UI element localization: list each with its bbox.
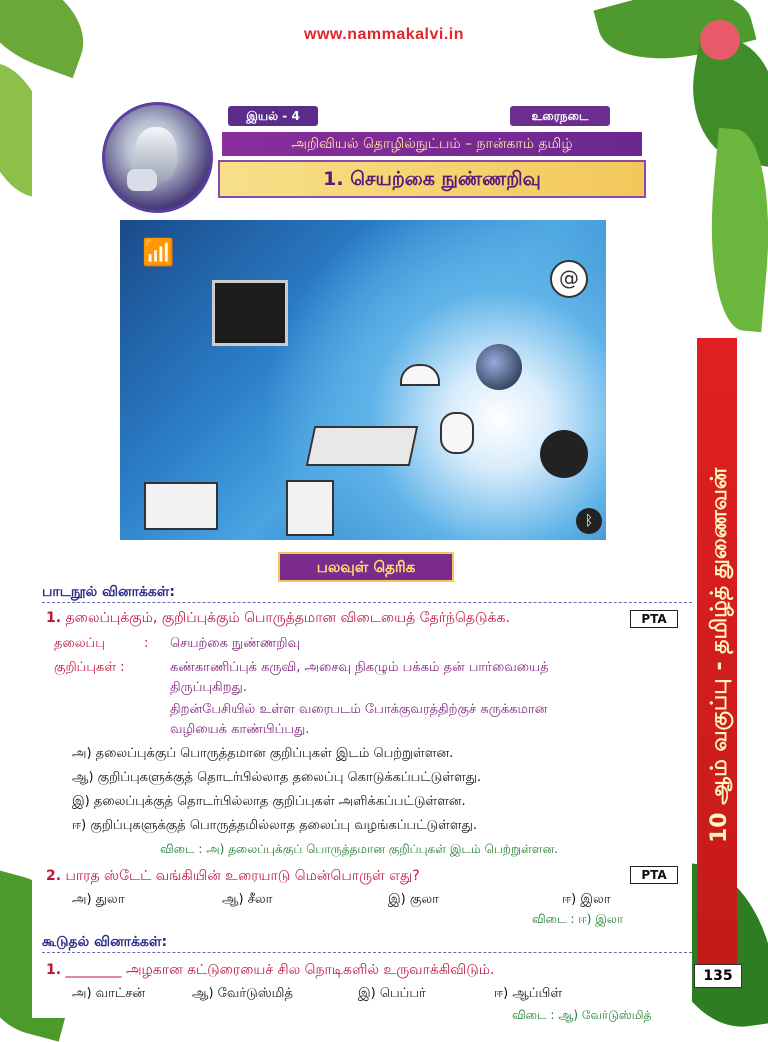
option-c[interactable]: இ) குலா — [388, 892, 439, 907]
note-2-line-1: திறன்பேசியில் உள்ள வரைபடம் போக்குவரத்திற்குச் சுருக்கமான — [170, 702, 548, 717]
option-b[interactable]: ஆ) வேர்டுஸ்மித் — [192, 986, 293, 1001]
page-content — [32, 88, 692, 1022]
question-2 — [46, 868, 420, 886]
umbrella-icon — [400, 364, 440, 386]
bluetooth-icon: ᛒ — [576, 508, 602, 534]
mouse-icon — [440, 412, 474, 454]
title-label: தலைப்பு — [54, 636, 105, 651]
option-b[interactable]: ஆ) சீலா — [222, 892, 273, 907]
keyboard-icon — [306, 426, 419, 466]
globe-icon — [476, 344, 522, 390]
question-text: பாரத ஸ்டேட் வங்கியின் உரையாடு மென்பொருள் எது? — [65, 868, 420, 884]
chapter-subtitle: அறிவியல் தொழில்நுட்பம் – நான்காம் தமிழ் — [222, 132, 642, 156]
at-sign-icon: @ — [550, 260, 588, 298]
question-number: 1. — [46, 962, 62, 978]
section-heading-additional: கூடுதல் வினாக்கள்: — [42, 934, 168, 950]
note-1-line-1: கண்காணிப்புக் கருவி, அசைவு நிகழும் பக்கம் தன் பார்வையைத் — [170, 660, 549, 675]
site-url[interactable]: www.nammakalvi.in — [304, 26, 464, 43]
robot-image — [102, 102, 213, 213]
answer: விடை : ஈ) இலா — [532, 912, 624, 926]
answer: விடை : அ) தலைப்புக்குப் பொருத்தமான குறிப்புகள் இடம் பெற்றுள்ளன. — [160, 842, 559, 856]
divider — [42, 952, 692, 953]
wifi-icon: 📶 — [142, 238, 175, 268]
notes-label: குறிப்புகள் : — [54, 660, 125, 675]
question-1 — [46, 962, 494, 980]
option-c[interactable]: இ) தலைப்புக்குத் தொடர்பில்லாத குறிப்புகள் அளிக்கப்பட்டுள்ளன. — [72, 794, 466, 809]
title-value: செயற்கை நுண்ணறிவு — [170, 636, 301, 651]
laptop-icon — [144, 482, 218, 530]
section-banner: பலவுள் தெரிக — [278, 552, 454, 582]
chip-icon — [212, 280, 288, 346]
option-b[interactable]: ஆ) குறிப்புகளுக்குத் தொடர்பில்லாத தலைப்பு கொடுக்கப்பட்டுள்ளது. — [72, 770, 482, 785]
telephone-icon — [540, 430, 588, 478]
calculator-icon — [286, 480, 334, 536]
pta-tag: PTA — [630, 866, 678, 884]
book-title-vertical: 10 ஆம் வகுப்பு - தமிழ்த் துணைவன் — [707, 467, 732, 843]
question-1 — [46, 610, 510, 628]
question-number: 2. — [46, 868, 62, 884]
option-d[interactable]: ஈ) இலா — [562, 892, 611, 907]
question-text: அழகான கட்டுரையைச் சில நொடிகளில் உருவாக்கிவிடும். — [125, 962, 495, 978]
divider — [42, 602, 692, 603]
question-text: தலைப்புக்கும், குறிப்புக்கும் பொருத்தமான விடையைத் தேர்ந்தெடுக்க. — [65, 610, 510, 626]
option-a[interactable]: அ) வாட்சன் — [72, 986, 146, 1001]
blank: ________ — [65, 962, 122, 978]
option-a[interactable]: அ) தலைப்புக்குப் பொருத்தமான குறிப்புகள் இடம் பெற்றுள்ளன. — [72, 746, 454, 761]
lesson-title: 1. செயற்கை நுண்ணறிவு — [218, 160, 646, 198]
option-d[interactable]: ஈ) ஆப்பிள் — [494, 986, 563, 1001]
note-2-line-2: வழியைக் காண்பிப்பது. — [170, 722, 310, 737]
pta-tag: PTA — [630, 610, 678, 628]
page-number: 135 — [694, 964, 742, 988]
note-1-line-2: திருப்புகிறது. — [170, 680, 247, 695]
category-label: உரைநடை — [510, 106, 610, 126]
separator: : — [144, 636, 149, 651]
question-number: 1. — [46, 610, 62, 626]
option-d[interactable]: ஈ) குறிப்புகளுக்குத் பொருத்தமில்லாத தலைப்பு வழங்கப்பட்டுள்ளது. — [72, 818, 478, 833]
section-heading-textbook: பாடநூல் வினாக்கள்: — [42, 584, 176, 600]
technology-illustration — [120, 220, 606, 540]
option-a[interactable]: அ) துலா — [72, 892, 125, 907]
option-c[interactable]: இ) பெப்பர் — [358, 986, 426, 1001]
answer: விடை : ஆ) வேர்டுஸ்மித் — [512, 1008, 652, 1022]
chapter-label: இயல் - 4 — [228, 106, 318, 126]
